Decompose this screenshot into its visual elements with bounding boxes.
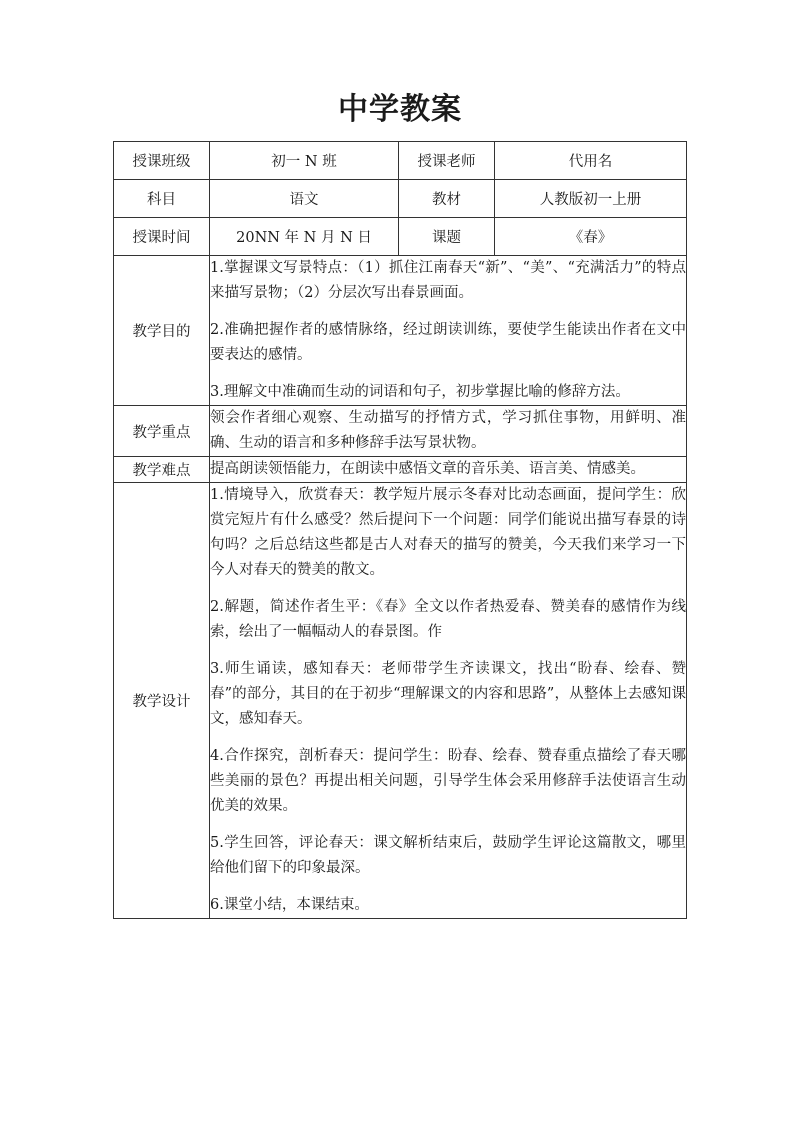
row-time-topic	[114, 218, 687, 256]
design-item: 4.合作探究，剖析春天：提问学生：盼春、绘春、赞春重点描绘了春天哪些美丽的景色？再提出相关问题，引导学生体会采用修辞手法使语言生动优美的效果。	[210, 748, 686, 814]
objectives-label: 教学目的	[114, 256, 210, 406]
difficulties-label: 教学难点	[114, 457, 210, 483]
objective-item: 2.准确把握作者的感情脉络，经过朗读训练，要使学生能读出作者在文中要表达的感情。	[210, 322, 686, 363]
textbook-value: 人教版初一上册	[495, 180, 687, 218]
key-points-label: 教学重点	[114, 406, 210, 457]
design-item: 3.师生诵读，感知春天：老师带学生齐读课文，找出“盼春、绘春、赞春”的部分，其目的在于初步“理解课文的内容和思路”，从整体上去感知课文，感知春天。	[210, 661, 686, 727]
row-difficulties	[114, 457, 687, 483]
design-label: 教学设计	[114, 483, 210, 919]
lesson-plan-table	[113, 141, 687, 919]
teacher-label: 授课老师	[399, 142, 495, 180]
objective-item: 3.理解文中准确而生动的词语和句子，初步掌握比喻的修辞方法。	[210, 384, 630, 400]
subject-value: 语文	[210, 180, 399, 218]
difficulties-text: 提高朗读领悟能力，在朗读中感悟文章的音乐美、语言美、情感美。	[210, 461, 645, 477]
design-item: 6.课堂小结，本课结束。	[210, 897, 369, 913]
textbook-label: 教材	[399, 180, 495, 218]
class-label: 授课班级	[114, 142, 210, 180]
subject-label: 科目	[114, 180, 210, 218]
key-points-text: 领会作者细心观察、生动描写的抒情方式，学习抓住事物，用鲜明、准确、生动的语言和多种修辞手法写景状物。	[210, 410, 686, 451]
document-title: 中学教案	[338, 92, 462, 127]
row-class-teacher	[114, 142, 687, 180]
row-subject-textbook	[114, 180, 687, 218]
key-points-content	[210, 406, 687, 457]
design-item: 5.学生回答，评论春天：课文解析结束后，鼓励学生评论这篇散文，哪里给他们留下的印象最深。	[210, 835, 686, 876]
row-design	[114, 483, 687, 919]
topic-label: 课题	[399, 218, 495, 256]
row-key-points	[114, 406, 687, 457]
teacher-value: 代用名	[495, 142, 687, 180]
class-value: 初一 N 班	[210, 142, 399, 180]
time-label: 授课时间	[114, 218, 210, 256]
difficulties-content	[210, 457, 687, 483]
design-content	[210, 483, 687, 919]
design-item: 2.解题，简述作者生平：《春》全文以作者热爱春、赞美春的感情作为线索，绘出了一幅幅动人的春景图。作	[210, 599, 686, 640]
topic-value: 《春》	[495, 218, 687, 256]
time-value: 20NN 年 N 月 N 日	[210, 218, 399, 256]
objective-item: 1.掌握课文写景特点：（1）抓住江南春天“新”、“美”、“充满活力”的特点来描写景物；（2）分层次写出春景画面。	[210, 260, 686, 301]
objectives-content	[210, 256, 687, 406]
design-item: 1.情境导入，欣赏春天：教学短片展示冬春对比动态画面，提问学生：欣赏完短片有什么感受？然后提问下一个问题：同学们能说出描写春景的诗句吗？之后总结这些都是古人对春天的描写的赞美，今天我们来学习一下今人对春天的赞美的散文。	[210, 487, 686, 578]
row-objectives	[114, 256, 687, 406]
